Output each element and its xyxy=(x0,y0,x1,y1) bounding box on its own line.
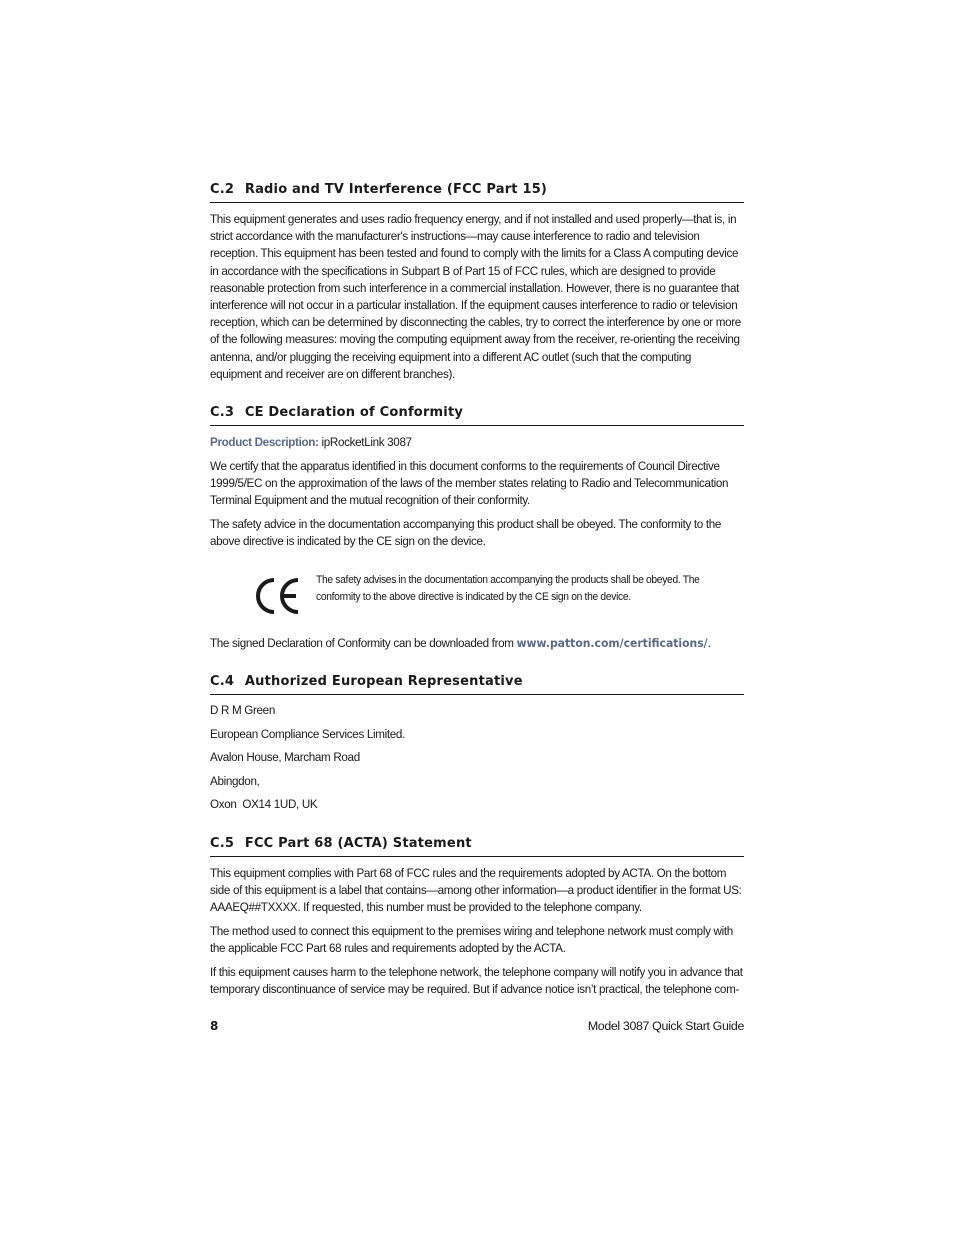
fcc68-wiring-paragraph: The method used to connect this equipment to the premises wiring and telephone network must comply with the applicable FCC Part 68 rules and requirements adopted by the ACTA. xyxy=(210,924,733,956)
product-description-value: ipRocketLink 3087 xyxy=(321,435,412,449)
section-title: Radio and TV Interference (FCC Part 15) xyxy=(244,182,548,197)
guide-title: Model 3087 Quick Start Guide xyxy=(587,1019,744,1033)
fcc68-harm-paragraph: If this equipment causes harm to the telephone network, the telephone company will notify you in advance that temporary discontinuance of service may be required. But if advance notice isn’t practical, the telephone com- xyxy=(210,965,743,997)
section-title: Authorized European Representative xyxy=(244,674,523,689)
address-line-town: Abingdon, xyxy=(210,774,260,788)
ce-safety-paragraph: The safety advice in the documentation accompanying this product shall be obeyed. The conformity to the above directive is indicated by the CE sign on the device. xyxy=(210,517,722,549)
fcc68-label-paragraph: This equipment complies with Part 68 of FCC rules and the requirements adopted by ACTA. On the bottom side of this equipment is a label that contains—among other information—a product identifier in the format US: AAAEQ##TXXXX. If requested, this number must be provided to the telephone company. xyxy=(210,866,742,915)
section-title: CE Declaration of Conformity xyxy=(244,405,464,420)
ce-certify-paragraph: We certify that the apparatus identified in this document conforms to the requirements of Council Directive 1999/5/EC on the approximation of the laws of the member states relating to Radio and Telecommunication Terminal Equipment and the mutual recognition of their conformity. xyxy=(210,459,729,508)
certifications-link[interactable]: www.patton.com/certifications/ xyxy=(516,636,708,650)
ce-mark-icon xyxy=(252,574,302,618)
section-heading-c2 xyxy=(210,182,744,203)
address-line-street: Avalon House, Marcham Road xyxy=(210,750,360,764)
section-number: C.3 xyxy=(210,405,235,420)
declaration-download xyxy=(210,635,744,652)
section-number: C.2 xyxy=(210,182,235,197)
product-description xyxy=(210,434,744,451)
section-number: C.5 xyxy=(210,836,235,851)
product-description-label: Product Description: xyxy=(210,435,319,449)
section-heading-c3 xyxy=(210,405,744,426)
section-title: FCC Part 68 (ACTA) Statement xyxy=(244,836,472,851)
download-end: . xyxy=(707,636,711,650)
address-line-name: D R M Green xyxy=(210,703,275,717)
address-line-postcode: Oxon OX14 1UD, UK xyxy=(210,797,318,811)
section-number: C.4 xyxy=(210,674,235,689)
page-number: 8 xyxy=(210,1019,219,1033)
address-line-company: European Compliance Services Limited. xyxy=(210,727,406,741)
section-heading-c5 xyxy=(210,836,744,857)
section-heading-c4 xyxy=(210,674,744,695)
download-text: The signed Declaration of Conformity can be downloaded from xyxy=(210,636,514,650)
fcc15-paragraph: This equipment generates and uses radio frequency energy, and if not installed and used properly—that is, in strict accordance with the manufacturer's instructions—may cause interference to radio and television reception. This equipment has been tested and found to comply with the limits for a Class A computing device in accordance with the specifications in Subpart B of Part 15 of FCC rules, which are designed to provide reasonable protection from such interference in a commercial installation. However, there is no guarantee that interference will not occur in a particular installation. If the equipment causes interference to radio or television reception, which can be determined by disconnecting the cables, try to correct the interference by one or more of the following measures: moving the computing equipment away from the receiver, re-orienting the receiving antenna, and/or plugging the receiving equipment into a different AC outlet (such that the computing equipment and receiver are on different branches). xyxy=(210,212,741,381)
ce-mark-note: The safety advises in the documentation accompanying the products shall be obeyed. The conformity to the above directive is indicated by the CE sign on the device. xyxy=(316,574,700,603)
